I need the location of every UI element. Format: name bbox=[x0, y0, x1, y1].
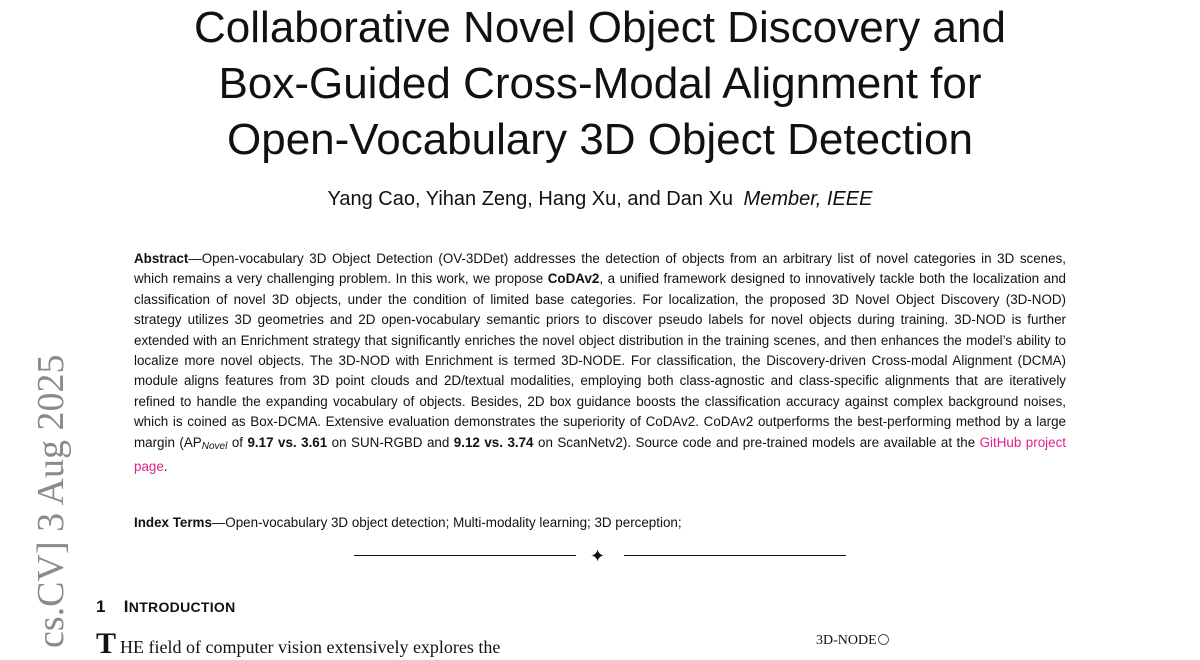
abstract-text-1: —Open-vocabulary 3D Object Detection (OV-3DDet) addresses the detection of objects from an arbitrary list of novel categories in 3D scenes, which remains a very challenging problem. In this work, we propose bbox=[134, 251, 1066, 287]
index-terms bbox=[134, 513, 1066, 533]
author-membership: Member, IEEE bbox=[743, 188, 873, 210]
section-divider bbox=[354, 546, 846, 566]
abstract-result-2: 9.12 vs. 3.74 bbox=[453, 434, 534, 450]
author-names: Yang Cao, Yihan Zeng, Hang Xu, and Dan Xu bbox=[327, 188, 733, 210]
abstract-text-4: on SUN-RGBD and bbox=[327, 434, 454, 450]
divider-rule-left bbox=[354, 555, 576, 556]
ap-subscript: Novel bbox=[201, 440, 228, 452]
section-title-rest: NTRODUCTION bbox=[128, 599, 236, 615]
divider-star-icon: ✦ bbox=[590, 546, 606, 566]
magnifier-icon bbox=[878, 634, 889, 645]
index-terms-label: Index Terms bbox=[134, 515, 212, 530]
paper-title bbox=[0, 0, 1200, 168]
intro-first-line: HE field of computer vision extensively explores the bbox=[120, 637, 501, 657]
abstract-text-6: . bbox=[163, 459, 168, 475]
github-project-link[interactable]: GitHub project page bbox=[134, 434, 1066, 475]
abstract bbox=[134, 249, 1066, 477]
section-title-initial: I bbox=[123, 597, 129, 616]
figure-label-text: 3D-NODE bbox=[816, 633, 877, 648]
figure-label bbox=[816, 632, 889, 650]
abstract-text-3: of bbox=[227, 434, 248, 450]
section-heading-introduction bbox=[96, 596, 236, 618]
section-number: 1 bbox=[96, 597, 106, 616]
drop-cap: T bbox=[96, 627, 117, 660]
abstract-text-5: on ScanNetv2). Source code and pre-trained models are available at the bbox=[533, 434, 980, 450]
arxiv-stamp: cs.CV] 3 Aug 2025 bbox=[30, 354, 72, 648]
author-line bbox=[0, 186, 1200, 212]
abstract-text-2: , a unified framework designed to innovatively tackle both the localization and classification of novel 3D objects, under the condition of limited base categories. For localization, the proposed 3D Novel Object Discovery (3D-NOD) strategy utilizes 3D geometries and 2D open-vocabulary semantic priors to discover pseudo labels for novel objects during training. 3D-NOD is further extended with an Enrichment strategy that significantly enriches the novel object distribution in the training scenes, and then enhances the model’s ability to localize more novel objects. The 3D-NOD with Enrichment is termed 3D-NODE. For classification, the Discovery-driven Cross-modal Alignment (DCMA) module aligns features from 3D point clouds and 2D/textual modalities, employing both class-agnostic and class-specific alignments that are iteratively refined to handle the expanding vocabulary of objects. Besides, 2D box guidance boosts the classification accuracy against complex background noises, which is coined as Box-DCMA. Extensive evaluation demonstrates the superiority of CoDAv2. CoDAv2 outperforms the best-performing method by a large margin (AP bbox=[134, 271, 1066, 450]
abstract-method-name: CoDAv2 bbox=[547, 271, 600, 287]
intro-paragraph bbox=[96, 627, 596, 660]
title-line-1: Collaborative Novel Object Discovery and bbox=[194, 3, 1006, 52]
abstract-label: Abstract bbox=[134, 251, 189, 266]
title-line-3: Open-Vocabulary 3D Object Detection bbox=[227, 115, 973, 164]
divider-rule-right bbox=[624, 555, 846, 556]
title-line-2: Box-Guided Cross-Modal Alignment for bbox=[218, 59, 982, 108]
abstract-result-1: 9.17 vs. 3.61 bbox=[247, 434, 328, 450]
index-terms-text: —Open-vocabulary 3D object detection; Multi-modality learning; 3D perception; bbox=[211, 515, 682, 530]
